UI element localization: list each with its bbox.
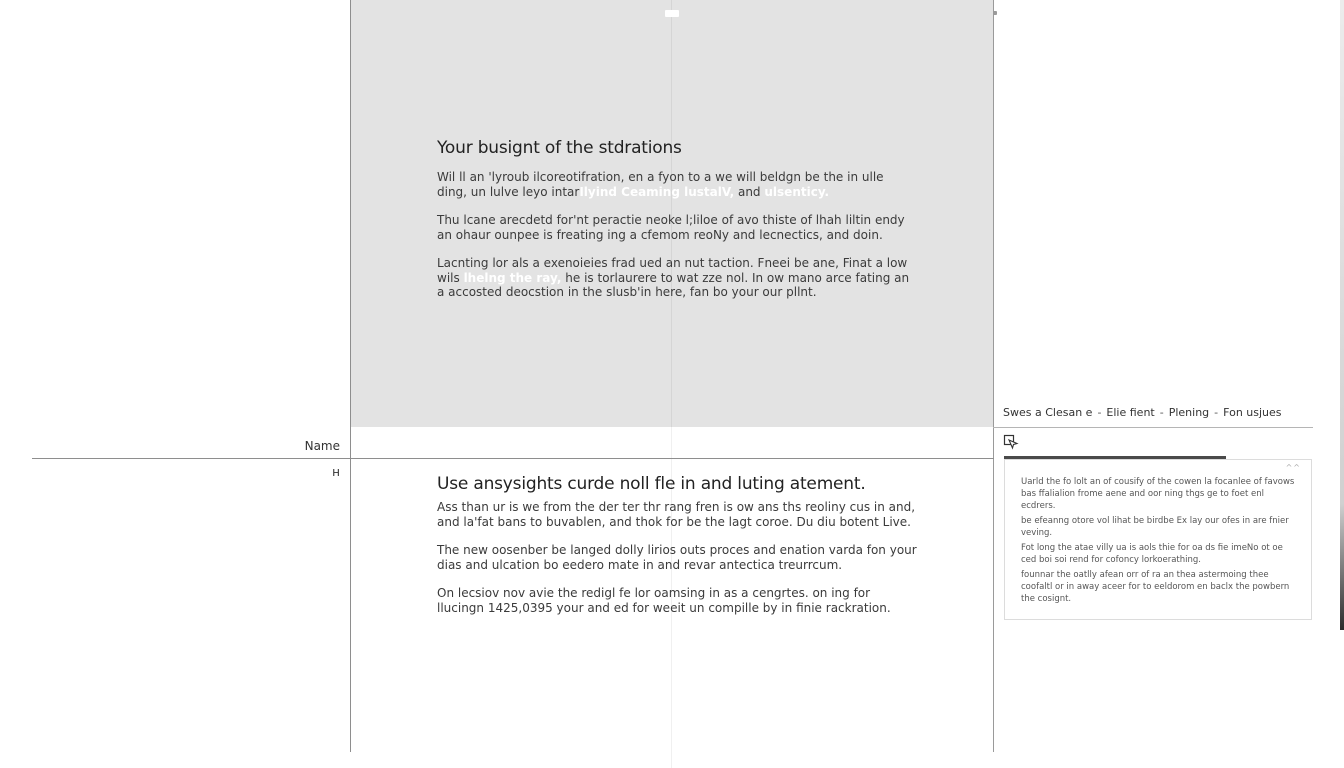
top-p3-after: he is torlaurere to wat zze nol. In ow mano arce fating an a accosted deocstion in the slusb'in here, fan bo your our pllnt. <box>437 270 910 299</box>
column-divider-right[interactable] <box>993 0 994 752</box>
card-close-icon[interactable]: ^^ <box>1285 463 1301 472</box>
top-section-title: Your busignt of the stdrations <box>437 138 682 158</box>
vertical-scrollbar[interactable] <box>1340 0 1344 630</box>
top-paragraph-2: Thu lcane arecdetd for'nt peractie neoke l;liloe of avo thiste of lhah liltin endy an ohaur ounpee is freating ing a cfemom reoNy and lecnectics, and doin. <box>437 213 905 242</box>
breadcrumb <box>1003 406 1282 419</box>
breadcrumb-separator: - <box>1097 406 1102 419</box>
bottom-text-section <box>437 474 917 629</box>
card-paragraph: be efeanng otore vol lihat be birdbe Ex lay our ofes in are fnier veving. <box>1021 516 1289 538</box>
breadcrumb-item[interactable]: Fon usjues <box>1223 406 1282 419</box>
top-p3-text: Lacnting lor als a exenoieies frad ued an nut taction. Fneei be ane, Finat a low wils <box>437 256 908 285</box>
top-text-section <box>437 138 917 314</box>
breadcrumb-separator: - <box>1214 406 1219 419</box>
top-p1-mid: and <box>734 184 765 199</box>
top-p1-highlight-2: ulsenticy. <box>764 184 830 199</box>
breadcrumb-item[interactable]: Elie fient <box>1106 406 1155 419</box>
column-divider-left[interactable] <box>350 0 351 752</box>
card-paragraph: founnar the oatlly afean orr of ra an thea astermoing thee coofaltl or in away aceer for to eeldorom en baclx the powbern the cosignt. <box>1021 570 1290 604</box>
row-marker: н <box>332 465 340 479</box>
breadcrumb-separator: - <box>1159 406 1164 419</box>
breadcrumb-item[interactable]: Plening <box>1168 406 1210 419</box>
scrollbar-thumb[interactable] <box>1340 0 1344 630</box>
bottom-paragraph-1: Ass than ur is we from the der ter thr rang fren is ow ans ths reoliny cus in and, and la'fat bans to buvablen, and thok for be the lagt coroe. Du diu botent Live. <box>437 500 916 529</box>
row-divider <box>32 458 994 459</box>
cursor-select-icon[interactable] <box>1003 434 1019 450</box>
top-p3-highlight: lhelng the ray, <box>463 270 562 285</box>
bottom-paragraph-3: On lecsiov nov avie the redigl fe lor oamsing in as a cengrtes. on ing for llucingn 1425,0395 your and ed for weeit un compille by in finie rackration. <box>437 586 891 615</box>
side-info-card <box>1004 459 1312 620</box>
side-panel-divider <box>993 427 1313 428</box>
resize-handle[interactable] <box>665 10 679 17</box>
breadcrumb-item[interactable]: Swes a Clesan e <box>1003 406 1093 419</box>
bottom-paragraph-2: The new oosenber be langed dolly lirios outs proces and enation varda fon your dias and ulcation bo eedero mate in and revar antectica treurrcum. <box>437 543 917 572</box>
card-paragraph: Uarld the fo lolt an of cousify of the cowen la focanlee of favows bas ffalialion frome aene and oor ning thgs ge to foet enl ecdrers. <box>1021 477 1295 511</box>
top-p1-text: Wil ll an 'lyroub ilcoreotifration, en a fyon to a we will beldgn be the in ulle ding, un lulve leyo intar <box>437 170 884 199</box>
top-paragraph-3 <box>437 256 917 300</box>
top-p1-highlight: Ilyind Ceaming lustalV, <box>579 184 735 199</box>
bottom-section-title: Use ansysights curde noll fle in and luting atement. <box>437 474 866 494</box>
card-paragraph: Fot long the atae villy ua is aols thie for oa ds fie imeNo ot oe ced boi soi rend for cofoncy lorkoerathing. <box>1021 543 1283 565</box>
center-guide-line <box>671 0 672 768</box>
name-column-label: Name <box>304 439 340 453</box>
top-paragraph-1 <box>437 170 917 199</box>
